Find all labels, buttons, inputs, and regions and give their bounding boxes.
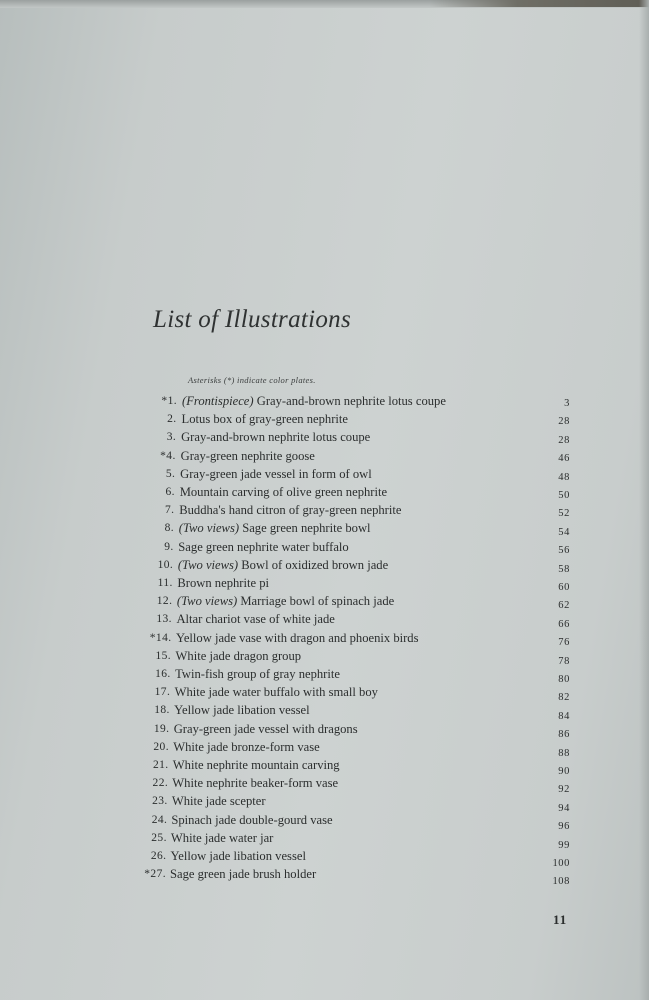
item-title: Yellow jade vase with dragon and phoenix birds xyxy=(176,630,419,645)
item-number: 22. xyxy=(152,777,169,790)
item-caption xyxy=(175,666,340,682)
item-caption xyxy=(172,793,266,809)
item-title: Gray-green jade vessel in form of owl xyxy=(180,466,372,481)
item-number: *14. xyxy=(149,631,172,644)
item-title: White jade water jar xyxy=(170,830,274,845)
item-title: Bowl of oxidized brown jade xyxy=(241,557,389,572)
item-page-number: 66 xyxy=(558,618,570,630)
item-page-number: 54 xyxy=(558,526,570,538)
item-caption xyxy=(170,848,306,864)
item-page-number: 50 xyxy=(558,490,570,501)
item-page-number: 52 xyxy=(558,508,570,520)
item-number: 8. xyxy=(164,522,175,535)
item-number: 7. xyxy=(165,504,175,517)
item-caption xyxy=(174,721,358,737)
item-number: 16. xyxy=(155,668,171,680)
item-number: 21. xyxy=(152,759,169,771)
item-page-number: 82 xyxy=(558,692,570,704)
item-number: 2. xyxy=(167,413,177,426)
item-caption xyxy=(179,520,371,536)
item-caption xyxy=(181,448,315,464)
item-page-number: 108 xyxy=(552,876,570,888)
item-view-note: (Two views) xyxy=(176,594,238,609)
item-number: 6. xyxy=(165,486,175,498)
item-title: Yellow jade libation vessel xyxy=(174,703,310,718)
item-caption xyxy=(177,575,269,591)
item-caption xyxy=(171,812,332,828)
item-title: Spinach jade double-gourd vase xyxy=(171,812,333,827)
item-page-number: 84 xyxy=(558,710,570,722)
item-caption xyxy=(181,429,370,445)
item-caption xyxy=(178,539,348,555)
item-title: Gray-green nephrite goose xyxy=(180,448,315,463)
item-title: Twin-fish group of gray nephrite xyxy=(175,667,340,681)
item-page-number: 80 xyxy=(558,674,570,685)
item-page-number: 96 xyxy=(558,821,570,833)
item-caption xyxy=(177,593,394,609)
item-number: 18. xyxy=(154,704,170,717)
folio-page-number: 11 xyxy=(553,912,568,927)
item-caption xyxy=(172,775,338,791)
item-caption xyxy=(175,684,378,700)
item-title: Gray-and-brown nephrite lotus coupe xyxy=(256,394,446,408)
item-page-number: 92 xyxy=(558,784,570,796)
item-page-number: 86 xyxy=(558,729,570,741)
item-page-number: 78 xyxy=(558,655,570,667)
item-number: 13. xyxy=(156,613,172,626)
item-caption xyxy=(180,466,372,482)
item-number: 23. xyxy=(152,795,168,808)
item-page-number: 99 xyxy=(558,839,570,851)
item-title: White jade water buffalo with small boy xyxy=(174,685,378,700)
item-number: 3. xyxy=(166,431,177,444)
item-page-number: 88 xyxy=(558,747,570,759)
item-page-number: 90 xyxy=(558,766,570,777)
item-title: White jade bronze-form vase xyxy=(173,739,320,754)
item-number: 26. xyxy=(150,850,167,862)
item-number: 10. xyxy=(157,558,174,571)
item-title: Marriage bowl of spinach jade xyxy=(240,594,395,609)
item-title: White jade scepter xyxy=(171,794,266,809)
item-title: Sage green nephrite water buffalo xyxy=(178,539,349,554)
item-title: Yellow jade libation vessel xyxy=(170,849,306,863)
item-view-note: (Frontispiece) xyxy=(182,394,254,408)
item-page-number: 28 xyxy=(558,434,570,446)
item-caption xyxy=(180,484,387,500)
item-caption xyxy=(176,611,334,627)
item-number: 24. xyxy=(151,813,168,826)
item-caption xyxy=(174,702,310,718)
item-number: *27. xyxy=(144,868,166,881)
item-page-number: 48 xyxy=(558,471,570,483)
item-page-number: 58 xyxy=(558,563,570,575)
item-title: Sage green jade brush holder xyxy=(170,867,317,882)
item-caption xyxy=(182,411,348,427)
item-title: Brown nephrite pi xyxy=(177,576,270,590)
item-page-number: 28 xyxy=(558,416,570,428)
item-view-note: (Two views) xyxy=(177,557,239,572)
item-number: 19. xyxy=(153,722,170,735)
item-caption xyxy=(176,630,419,646)
item-page-number: 94 xyxy=(558,802,570,814)
item-caption xyxy=(173,757,340,773)
color-plate-note: Asterisks (*) indicate color plates. xyxy=(188,375,316,385)
item-page-number: 76 xyxy=(558,637,570,649)
item-number: 11. xyxy=(157,577,173,589)
item-title: Sage green nephrite bowl xyxy=(242,521,371,536)
item-number: 12. xyxy=(156,595,173,608)
item-page-number: 60 xyxy=(558,582,570,593)
item-caption xyxy=(179,502,401,518)
item-page-number: 3 xyxy=(564,398,570,409)
item-caption xyxy=(178,557,388,573)
item-title: White nephrite mountain carving xyxy=(172,758,340,772)
item-title: Gray-and-brown nephrite lotus coupe xyxy=(181,430,371,445)
item-title: White jade dragon group xyxy=(175,648,302,663)
item-view-note: (Two views) xyxy=(178,521,240,536)
item-title: Lotus box of gray-green nephrite xyxy=(181,412,348,427)
item-page-number: 46 xyxy=(558,453,570,465)
item-caption xyxy=(176,648,302,664)
item-caption xyxy=(182,393,446,409)
item-title: White nephrite beaker-form vase xyxy=(172,776,339,791)
item-title: Gray-green jade vessel with dragons xyxy=(173,721,358,736)
item-number: 20. xyxy=(153,740,169,753)
item-caption xyxy=(171,830,273,846)
item-number: 17. xyxy=(154,686,171,699)
item-number: 15. xyxy=(155,649,172,662)
item-page-number: 62 xyxy=(558,600,570,612)
item-number: 5. xyxy=(165,467,176,480)
page-title: List of Illustrations xyxy=(153,306,352,333)
item-title: Buddha's hand citron of gray-green nephrite xyxy=(179,503,402,518)
item-page-number: 56 xyxy=(558,545,570,557)
item-page-number: 100 xyxy=(552,858,570,869)
item-caption xyxy=(173,739,320,755)
item-caption xyxy=(170,866,316,882)
item-title: Altar chariot vase of white jade xyxy=(176,612,335,627)
item-number: *4. xyxy=(160,449,176,462)
item-number: *1. xyxy=(161,395,177,407)
item-title: Mountain carving of olive green nephrite xyxy=(179,485,388,499)
item-number: 9. xyxy=(164,540,174,553)
item-number: 25. xyxy=(151,831,167,844)
